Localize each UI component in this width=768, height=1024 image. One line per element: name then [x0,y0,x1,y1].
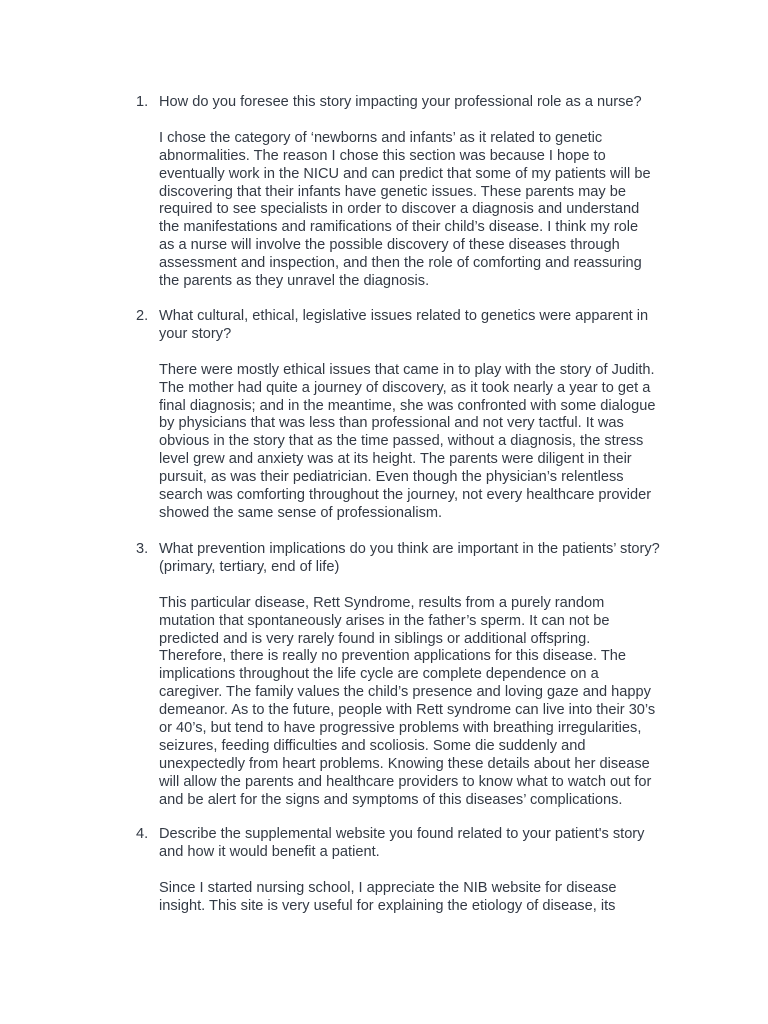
answer-line: demeanor. As to the future, people with Rett syndrome can live into their 30’s [159,702,656,719]
question-text: What prevention implications do you think are important in the patients’ story? [159,541,660,557]
answer-line: Therefore, there is really no prevention applications for this disease. The [159,648,626,665]
question-body [159,308,684,523]
answer-line: mutation that spontaneously arises in the father’s sperm. It can not be [159,612,610,629]
question-text: How do you foresee this story impacting your professional role as a nurse? [159,94,642,110]
question-text: Describe the supplemental website you found related to your patient's story [159,826,645,842]
answer-line: seizures, feeding difficulties and scoliosis. Some die suddenly and [159,737,586,754]
answer-line: unexpectedly from heart problems. Knowing these details about her disease [159,755,650,772]
answer-paragraph [159,880,684,916]
answer-line: and be alert for the signs and symptoms of this diseases’ complications. [159,791,623,808]
question-number: 1. [136,94,149,110]
question-text: your story? [159,325,232,342]
question-number: 4. [136,826,149,842]
question-number: 2. [136,308,149,324]
answer-paragraph [159,130,684,291]
answer-line: insight. This site is very useful for explaining the etiology of disease, its [159,897,616,914]
question-text: (primary, tertiary, end of life) [159,558,340,575]
answer-line: I chose the category of ‘newborns and infants’ as it related to genetic [159,129,603,146]
answer-paragraph [159,595,684,810]
answer-line: the parents as they unravel the diagnosis. [159,273,430,290]
question-body [159,826,684,916]
answer-line: level grew and anxiety was at its height. The parents were diligent in their [159,451,632,468]
answer-line: or 40’s, but tend to have progressive problems with breathing irregularities, [159,720,642,737]
answer-line: implications throughout the life cycle are complete dependence on a [159,666,599,683]
answer-line: pursuit, as was their pediatrician. Even though the physician’s relentless [159,469,624,486]
question-text: What cultural, ethical, legislative issues related to genetics were apparent in [159,308,649,324]
answer-line: The mother had quite a journey of discovery, as it took nearly a year to get a [159,379,651,396]
question-text: and how it would benefit a patient. [159,843,380,860]
answer-line: final diagnosis; and in the meantime, she was confronted with some dialogue [159,397,656,414]
answer-paragraph [159,362,684,523]
answer-line: search was comforting throughout the journey, not every healthcare provider [159,487,652,504]
answer-line: discovering that their infants have genetic issues. These parents may be [159,183,626,200]
answer-line: This particular disease, Rett Syndrome, results from a purely random [159,594,605,611]
answer-line: the manifestations and ramifications of their child’s disease. I think my role [159,219,639,236]
answer-line: showed the same sense of professionalism. [159,504,443,521]
question-body [159,94,684,291]
answer-line: will allow the parents and healthcare providers to know what to watch out for [159,773,652,790]
answer-line: caregiver. The family values the child’s presence and loving gaze and happy [159,684,651,701]
answer-line: There were mostly ethical issues that came in to play with the story of Judith. [159,361,655,378]
answer-line: obvious in the story that as the time passed, without a diagnosis, the stress [159,433,644,450]
question-number: 3. [136,541,149,557]
answer-line: abnormalities. The reason I chose this section was because I hope to [159,147,606,164]
answer-line: required to see specialists in order to discover a diagnosis and understand [159,201,640,218]
answer-line: as a nurse will involve the possible discovery of these diseases through [159,237,620,254]
answer-line: by physicians that was less than professional and not very tactful. It was [159,415,624,432]
answer-line: predicted and is very rarely found in siblings or additional offspring. [159,630,591,647]
question-body [159,541,684,810]
answer-line: assessment and inspection, and then the role of comforting and reassuring [159,255,642,272]
answer-line: eventually work in the NICU and can predict that some of my patients will be [159,165,651,182]
answer-line: Since I started nursing school, I appreciate the NIB website for disease [159,879,617,896]
